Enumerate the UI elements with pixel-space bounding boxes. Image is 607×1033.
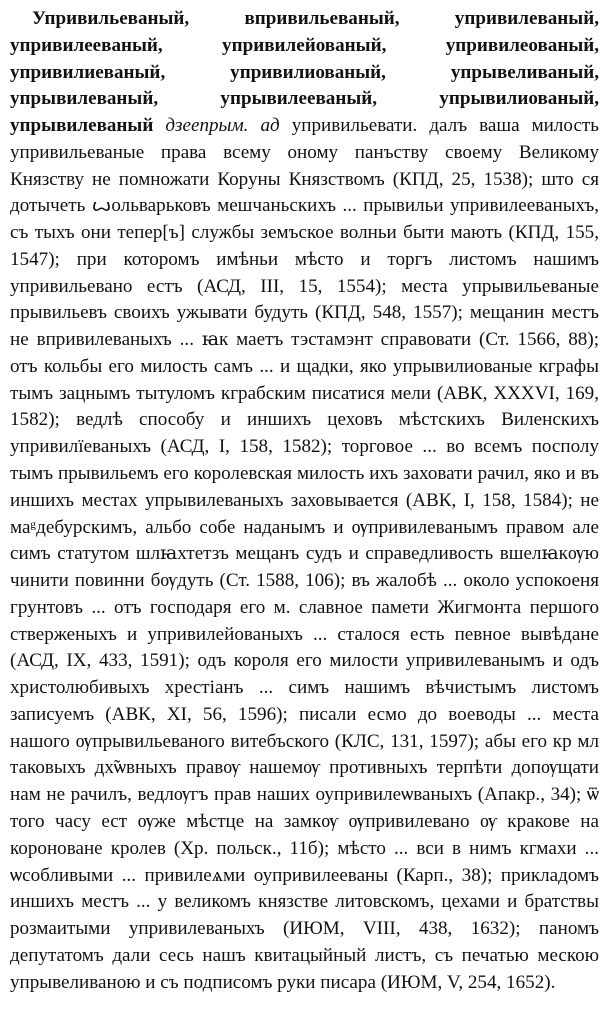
entry-headword: Упривильеваный, впривильеваный, упривилеваный, упривилееваный, упривилейованый, упривилеованый, упривилиеваный, упривилиованый, упрывеливаный, упрывилеваный, упрывилееваный, упрывилиованый, упрывилеваный [10,8,599,137]
source-verb: упривильевати. [291,115,418,137]
dictionary-entry [10,6,599,996]
entry-quotations: далъ ваша милость упривильеваные права всему оному панъству своему Великому Князству не помножати Коруны Князствомъ (КПД, 25, 1538); што ся дотычеть ꙍольварьковъ мешчаньскихъ ... прывильи упривилееваныхъ, съ тыхъ они тепер[ъ] службы земъское волньи быти мають (КПД, 155, 1547); при которомъ имѣньи мѣсто и торгъ листомъ нашимъ упривильевано естъ (АСД, III, 15, 1554); места упрывильеваные прывильевъ своихъ ужывати будуть (КПД, 548, 1557); мещанин местъ не впривилеваныхъ ... ꙗк маетъ тэстамэнт справовати (Ст. 1566, 88); отъ кольбы его милость самъ ... и щадки, яко упрывилиованые кграфы тымъ зацнымъ тытуломъ кграбским писатися мели (АВК, XXXVI, 169, 1582); ведлѣ способу и иншихъ цеховъ мѣстскихъ Виленскихъ упривилїеваныхъ (АСД, I, 158, 1582); торговое ... во всемъ посполу тымъ прывильемъ его королевская милость ихъ заховати рачил, яко и въ иншихъ местах упрывилеваныхъ заховывается (АВК, I, 158, 1584); не маᵍдебурскимъ, альбо собе наданымъ и ѹпривилеванымъ правом але симъ статутом шлꙗхтетзъ мещанъ судъ и справедливость вшелꙗкѹю чинити повинни бѹдуть (Ст. 1588, 106); въ жалобѣ ... около успокоеня грунтовъ ... отъ господаря его м. славное памети Жигмонта першого стверженыхъ и упривилейованыхъ ... сталося есть певное вывѣдане (АСД, IX, 433, 1591); одъ короля его милости упривилеванымъ и одъ христолюбивыхъ хрестіанъ ... симъ нашимъ вѣчистымъ листомъ записуемъ (АВК, XI, 56, 1596); писали есмо до воеводы ... места нашого ѹпрывильеваного витебъского (КЛС, 131, 1597); абы его кр мл таковыхъ дх̃ѡвныхъ правѹ нашемѹ противныхъ терпѣти допѹщати нам не рачилъ, ведлѹгъ прав наших оупривилеѡваныхъ (Апакр., 34); ѿ того часу ест ѹже мѣстце на замкѹ ѹпривилевано ѹ кракове на короноване кролев (Хр. польск., 11б); мѣсто ... вси в нимъ кгмахи ... ѡсобливыми ... привилеѧми оупривилееваны (Карп., 38); прикладомъ иншихъ местъ ... у великомъ князстве литовскомъ, цехами и братствы розмаитыми упривилеваныхъ (ИЮМ, VIII, 438, 1632); паномъ депутатомъ дали сесь нашъ квитацыйный листъ, съ печатью мескою упрывеливаною и съ подписомъ руки писара (ИЮМ, V, 254, 1652). [10,115,599,993]
grammar-note: дзеепрым. ад [165,115,280,137]
